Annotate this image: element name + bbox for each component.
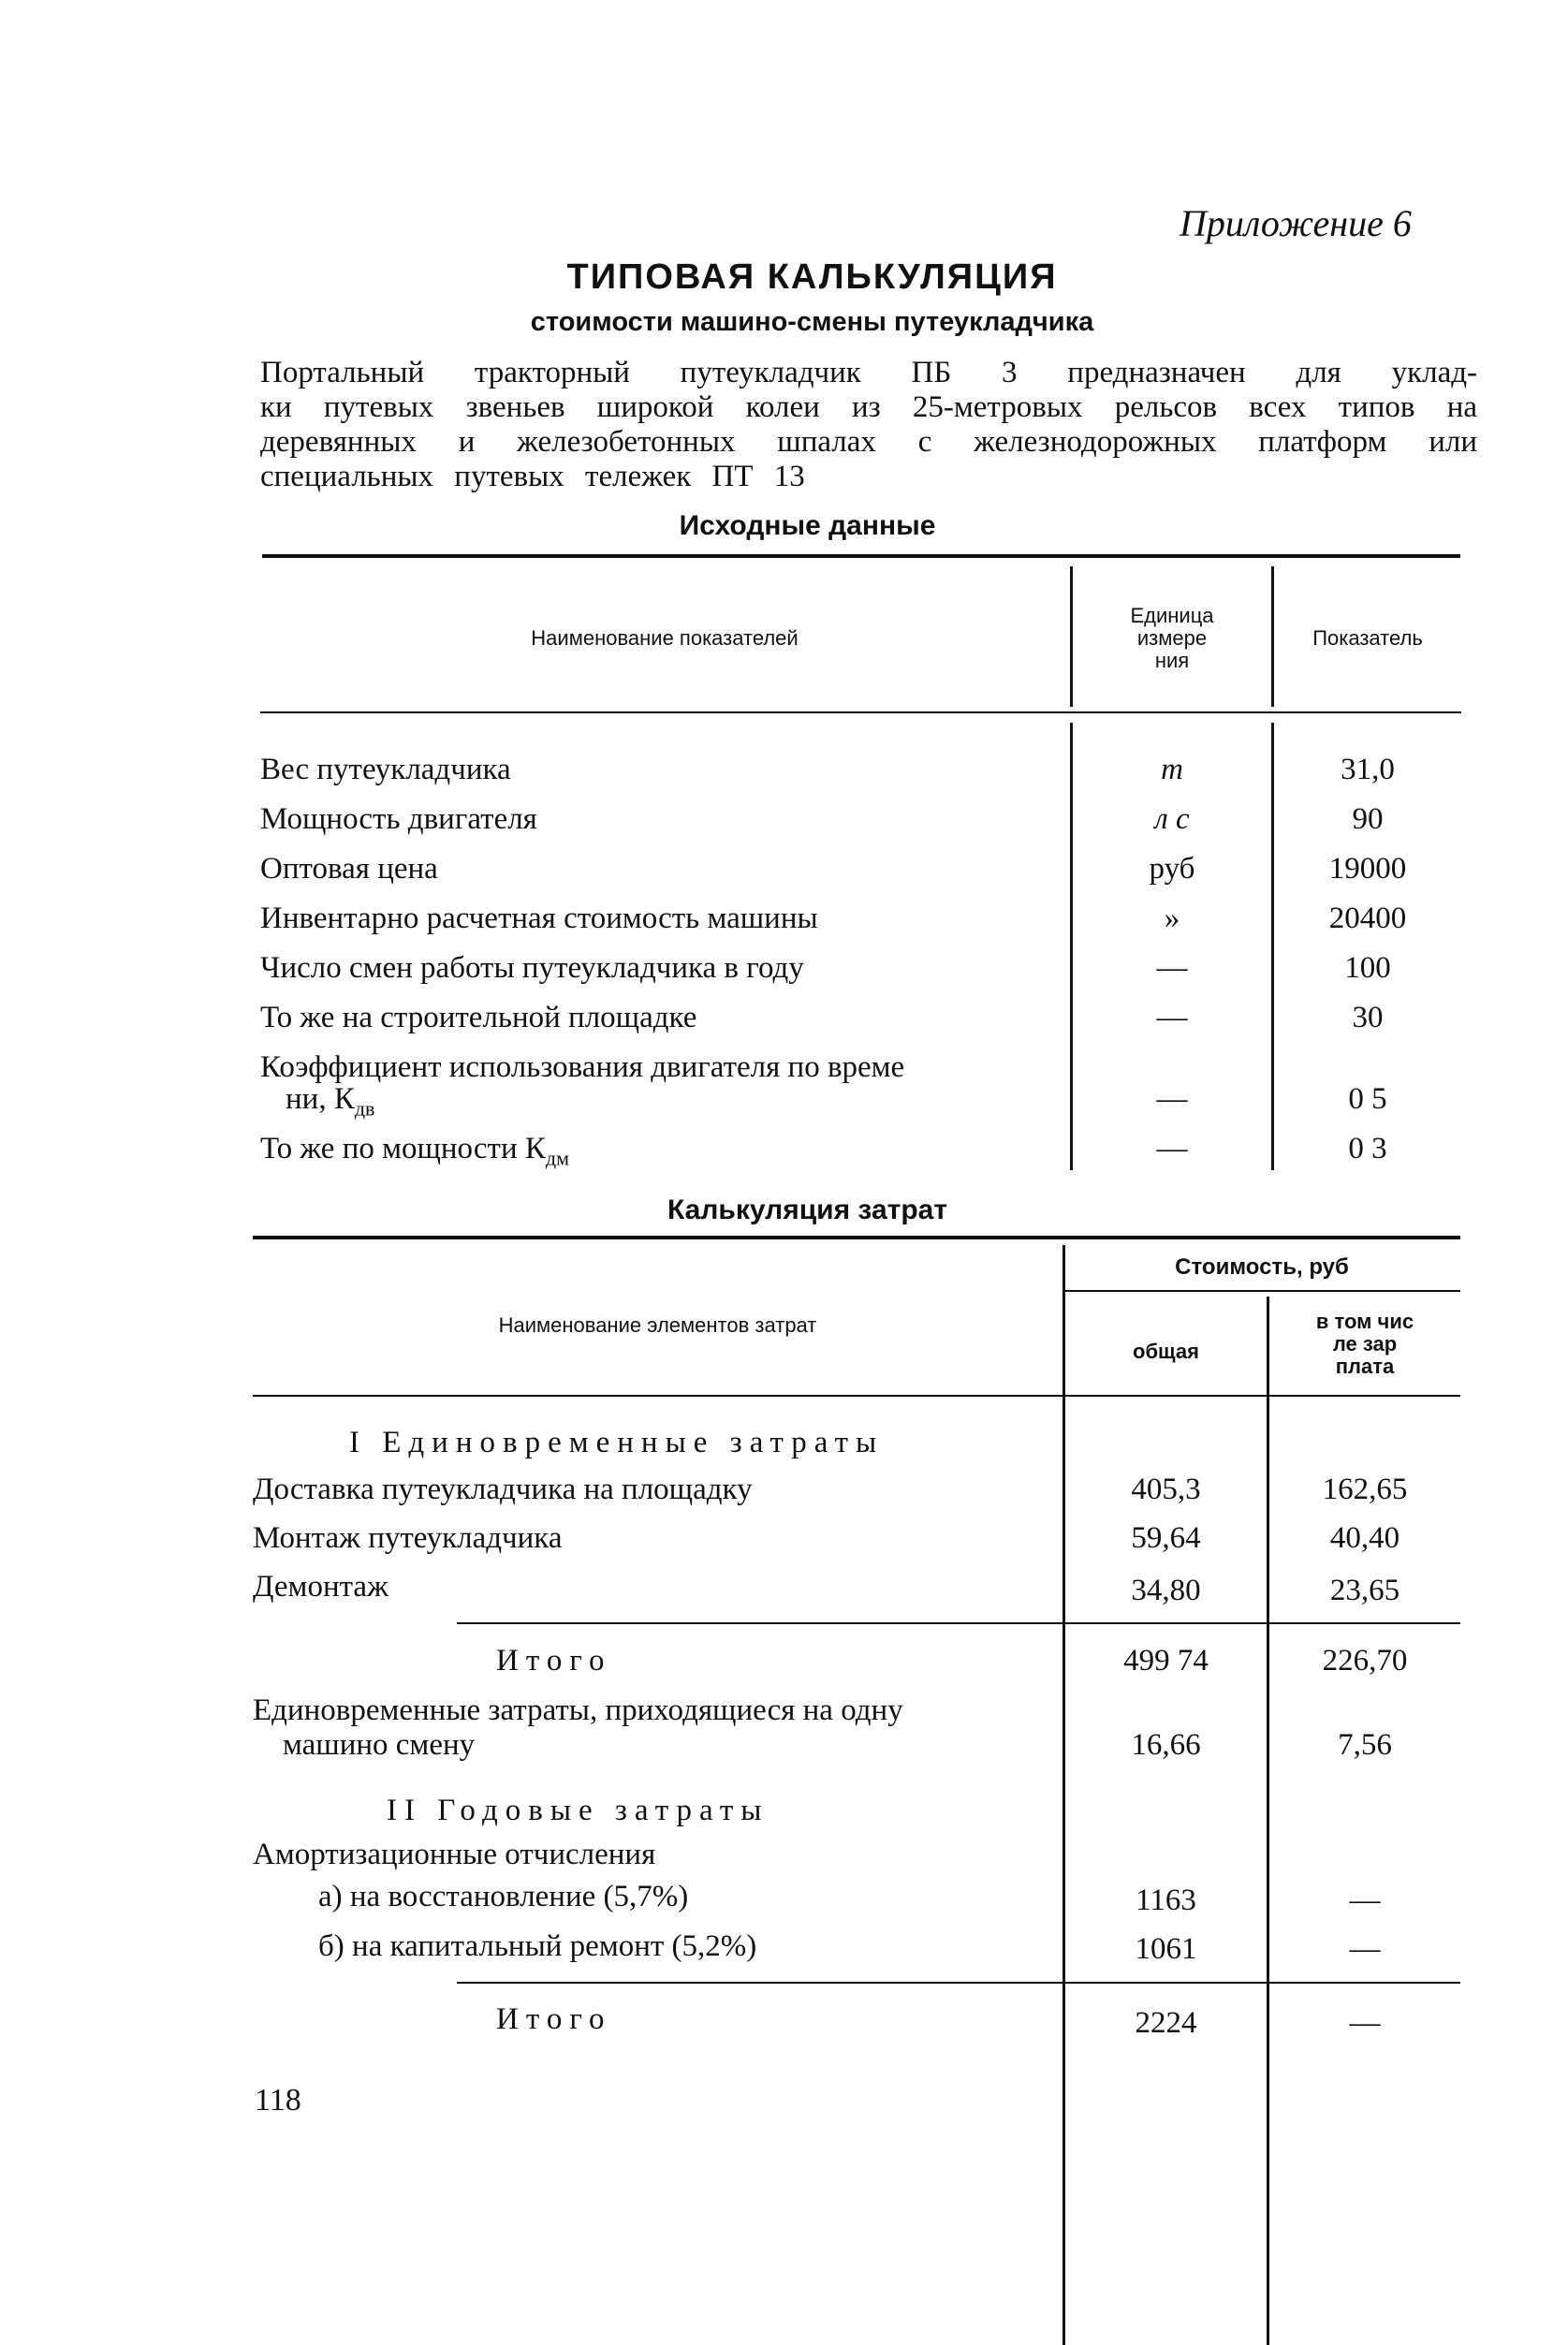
row-name: Число смен работы путеукладчика в году [260,951,804,985]
cost-row-wage: 23,65 [1329,1574,1400,1607]
intro-line: специальных путевых тележек ПТ 13 [260,460,805,493]
row-value: 30 [1352,1001,1384,1034]
row-unit: » [1164,901,1180,935]
header-wage-line: ле зар [1332,1332,1398,1356]
amortization-label: Амортизационные отчисления [253,1838,656,1871]
section-two-title: II Годовые затраты [387,1794,769,1827]
header-sub-rule [1065,1290,1460,1292]
intro-line: деревянных и железобетонных шпалах с железнодорожных платформ или [260,425,1477,459]
cost-row-name: б) на капитальный ремонт (5,2%) [318,1929,757,1963]
row-name: Вес путеукладчика [260,753,511,786]
row-unit: л с [1154,802,1190,836]
header-bottom-rule [253,1395,1460,1397]
row-unit: — [1156,1082,1188,1116]
header-total: общая [1133,1340,1199,1363]
row-name: То же на строительной площадке [260,1001,697,1034]
row-subscript: дм [545,1146,569,1170]
row-value: 90 [1352,802,1384,836]
section-one-title: I Единовременные затраты [349,1426,885,1459]
cost-row-wage: 162,65 [1322,1473,1408,1506]
appendix-label: Приложение 6 [1180,202,1412,244]
cost-row-total: 1163 [1136,1883,1196,1917]
intro-paragraph [260,356,1477,494]
header-cost-element: Наименование элементов затрат [498,1313,817,1337]
intro-line: Портальный тракторный путеукладчик ПБ 3 предназначен для уклад- [260,356,1477,389]
cost-row-name: а) на восстановление (5,7%) [318,1880,689,1913]
column-divider [1267,1297,1269,2345]
cost-row-total: 59,64 [1131,1521,1201,1555]
page-number: 118 [255,2083,301,2118]
subtotal-rule [457,1982,1460,1984]
per-shift-label-continued: машино смену [283,1728,476,1762]
cost-row-total: 34,80 [1131,1574,1201,1607]
per-shift-total: 16,66 [1131,1728,1201,1762]
row-value: 100 [1344,951,1391,985]
row-subscript: дв [354,1096,375,1121]
cost-row-name: Доставка путеукладчика на площадку [253,1473,753,1506]
section-heading-costs: Калькуляция затрат [667,1194,948,1225]
header-value: Показатель [1312,626,1423,650]
table-top-rule [253,1236,1460,1239]
header-unit-line: ния [1154,649,1190,672]
cost-row-name: Демонтаж [253,1570,388,1604]
row-value: 19000 [1328,852,1407,886]
header-bottom-rule [260,711,1461,713]
row-value: 20400 [1328,901,1407,935]
row-name-continued [286,1081,374,1127]
row-unit: — [1156,1001,1188,1034]
per-shift-label: Единовременные затраты, приходящиеся на одну [253,1693,903,1727]
row-unit: — [1156,1132,1188,1165]
table-top-rule [262,554,1460,558]
subtotal-rule [457,1622,1460,1624]
subtotal-two-label: Итого [496,2002,612,2036]
column-divider [1062,1245,1065,2345]
subtotal-one-wage: 226,70 [1322,1644,1408,1678]
row-unit: руб [1149,852,1195,886]
intro-line: ки путевых звеньев широкой колеи из 25-метровых рельсов всех типов на [260,390,1477,424]
row-name [260,1131,569,1177]
header-unit-line: Единица [1130,604,1214,627]
header-wage-line: плата [1335,1355,1395,1378]
subtotal-one-label: Итого [496,1644,612,1678]
header-indicator-name: Наименование показателей [531,626,799,650]
subtotal-two-total: 2224 [1135,2006,1197,2040]
cost-row-wage: — [1349,1883,1381,1917]
cost-row-wage: 40,40 [1329,1521,1400,1555]
header-unit-line: измере [1136,626,1208,650]
header-unit [1073,605,1271,672]
cost-row-total: 1061 [1135,1932,1197,1966]
row-name: Оптовая цена [260,852,438,886]
document-subtitle: стоимости машино-смены путеукладчика [530,307,1094,337]
cost-row-name: Монтаж путеукладчика [253,1521,563,1555]
subtotal-two-wage: — [1349,2006,1381,2040]
row-name: Инвентарно расчетная стоимость машины [260,901,818,935]
row-name-part: ни, К [286,1082,355,1116]
row-unit: т [1161,753,1183,786]
row-name: Мощность двигателя [260,802,537,836]
header-wage-line: в том чис [1315,1310,1414,1333]
cost-row-total: 405,3 [1131,1473,1201,1506]
row-unit: — [1156,951,1188,985]
row-name: Коэффициент использования двигателя по време [260,1050,905,1084]
header-cost: Стоимость, руб [1175,1254,1349,1280]
row-value: 0 3 [1348,1132,1387,1165]
row-value: 31,0 [1341,753,1395,786]
row-value: 0 5 [1348,1082,1387,1116]
per-shift-wage: 7,56 [1338,1728,1392,1762]
row-name-part: То же по мощности К [260,1132,546,1165]
header-wage [1269,1311,1460,1378]
section-heading-source-data: Исходные данные [679,510,936,541]
subtotal-one-total: 499 74 [1123,1644,1209,1678]
document-title: ТИПОВАЯ КАЛЬКУЛЯЦИЯ [566,257,1058,297]
cost-row-wage: — [1349,1932,1381,1966]
